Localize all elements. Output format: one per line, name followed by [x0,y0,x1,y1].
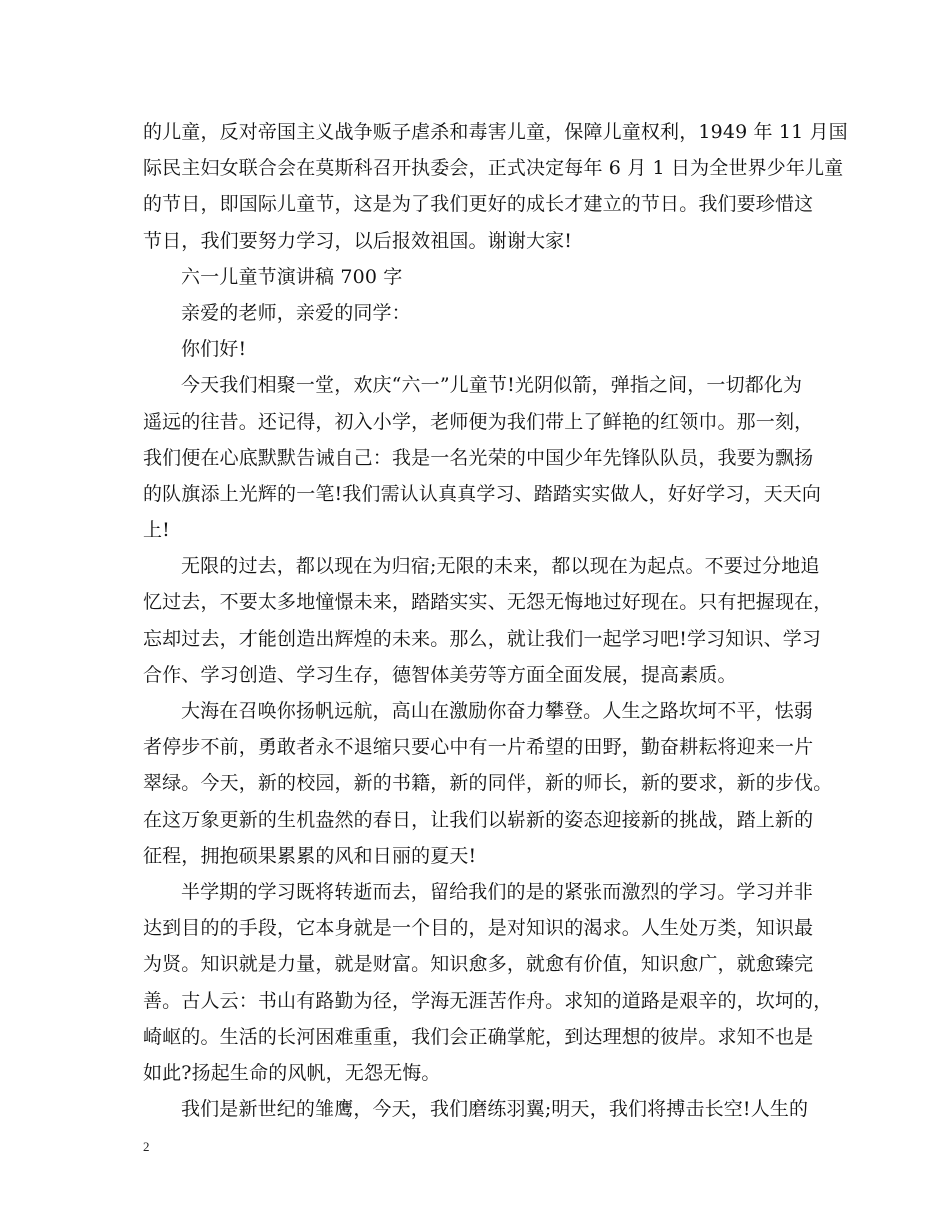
text-line: 合作、学习创造、学习生存，德智体美劳等方面全面发展，提高素质。 [143,663,737,686]
text-line: 大海在召唤你扬帆远航，高山在激励你奋力攀登。人生之路坎坷不平，怯弱 [181,700,813,722]
text-line: 的节日，即国际儿童节，这是为了我们更好的成长才建立的节日。我们要珍惜这 [143,193,814,216]
text-line: 上! [143,519,170,542]
text-line: 者停步不前，勇敢者永不退缩只要心中有一片希望的田野，勤奋耕耘将迎来一片 [143,736,814,759]
text-line: 善。古人云：书山有路勤为径，学海无涯苦作舟。求知的道路是艰辛的，坎坷的， [143,989,833,1012]
text-line: 翠绿。今天，新的校园，新的书籍，新的同伴，新的师长，新的要求，新的步伐。 [143,772,833,795]
text-line: 的儿童，反对帝国主义战争贩子虐杀和毒害儿童，保障儿童权利，1949 年 11 月国 [143,121,848,143]
text-line: 我们是新世纪的雏鹰，今天，我们磨练羽翼;明天，我们将搏击长空!人生的 [181,1098,809,1121]
text-line: 如此?扬起生命的风帆，无怨无悔。 [143,1061,441,1084]
text-line: 节日，我们要努力学习，以后报效祖国。谢谢大家! [143,229,573,252]
text-line: 际民主妇女联合会在莫斯科召开执委会，正式决定每年 6 月 1 日为全世界少年儿童 [143,157,844,180]
text-line: 今天我们相聚一堂，欢庆“六一”儿童节!光阴似箭，弹指之间，一切都化为 [181,374,803,397]
text-line: 征程，拥抱硕果累累的风和日丽的夏天! [143,844,477,867]
text-line: 在这万象更新的生机盎然的春日，让我们以崭新的姿态迎接新的挑战，踏上新的 [143,808,814,831]
text-line: 无限的过去，都以现在为归宿;无限的未来，都以现在为起点。不要过分地追 [181,555,820,578]
text-line: 半学期的学习既将转逝而去，留给我们的是的紧张而激烈的学习。学习并非 [181,880,813,903]
text-line: 忆过去，不要太多地憧憬未来，踏踏实实、无怨无悔地过好现在。只有把握现在， [143,591,833,614]
text-line: 忘却过去，才能创造出辉煌的未来。那么，就让我们一起学习吧!学习知识、学习 [143,627,822,650]
salutation: 亲爱的老师，亲爱的同学： [181,301,411,324]
section-title: 六一儿童节演讲稿 700 字 [181,265,403,288]
text-line: 为贤。知识就是力量，就是财富。知识愈多，就愈有价值，知识愈广，就愈臻完 [143,953,814,976]
text-line: 遥远的往昔。还记得，初入小学，老师便为我们带上了鲜艳的红领巾。那一刻， [143,410,814,433]
text-line: 达到目的的手段，它本身就是一个目的，是对知识的渴求。人生处万类，知识最 [143,917,814,940]
text-line: 的队旗添上光辉的一笔!我们需认认真真学习、踏踏实实做人，好好学习，天天向 [143,482,822,505]
greeting: 你们好! [181,338,247,361]
text-line: 崎岖的。生活的长河困难重重，我们会正确掌舵，到达理想的彼岸。求知不也是 [143,1025,814,1048]
body-text [143,114,848,1127]
text-line: 我们便在心底默默告诫自己：我是一名光荣的中国少年先锋队队员，我要为飘扬 [143,446,814,469]
page-number: 2 [143,1139,150,1154]
